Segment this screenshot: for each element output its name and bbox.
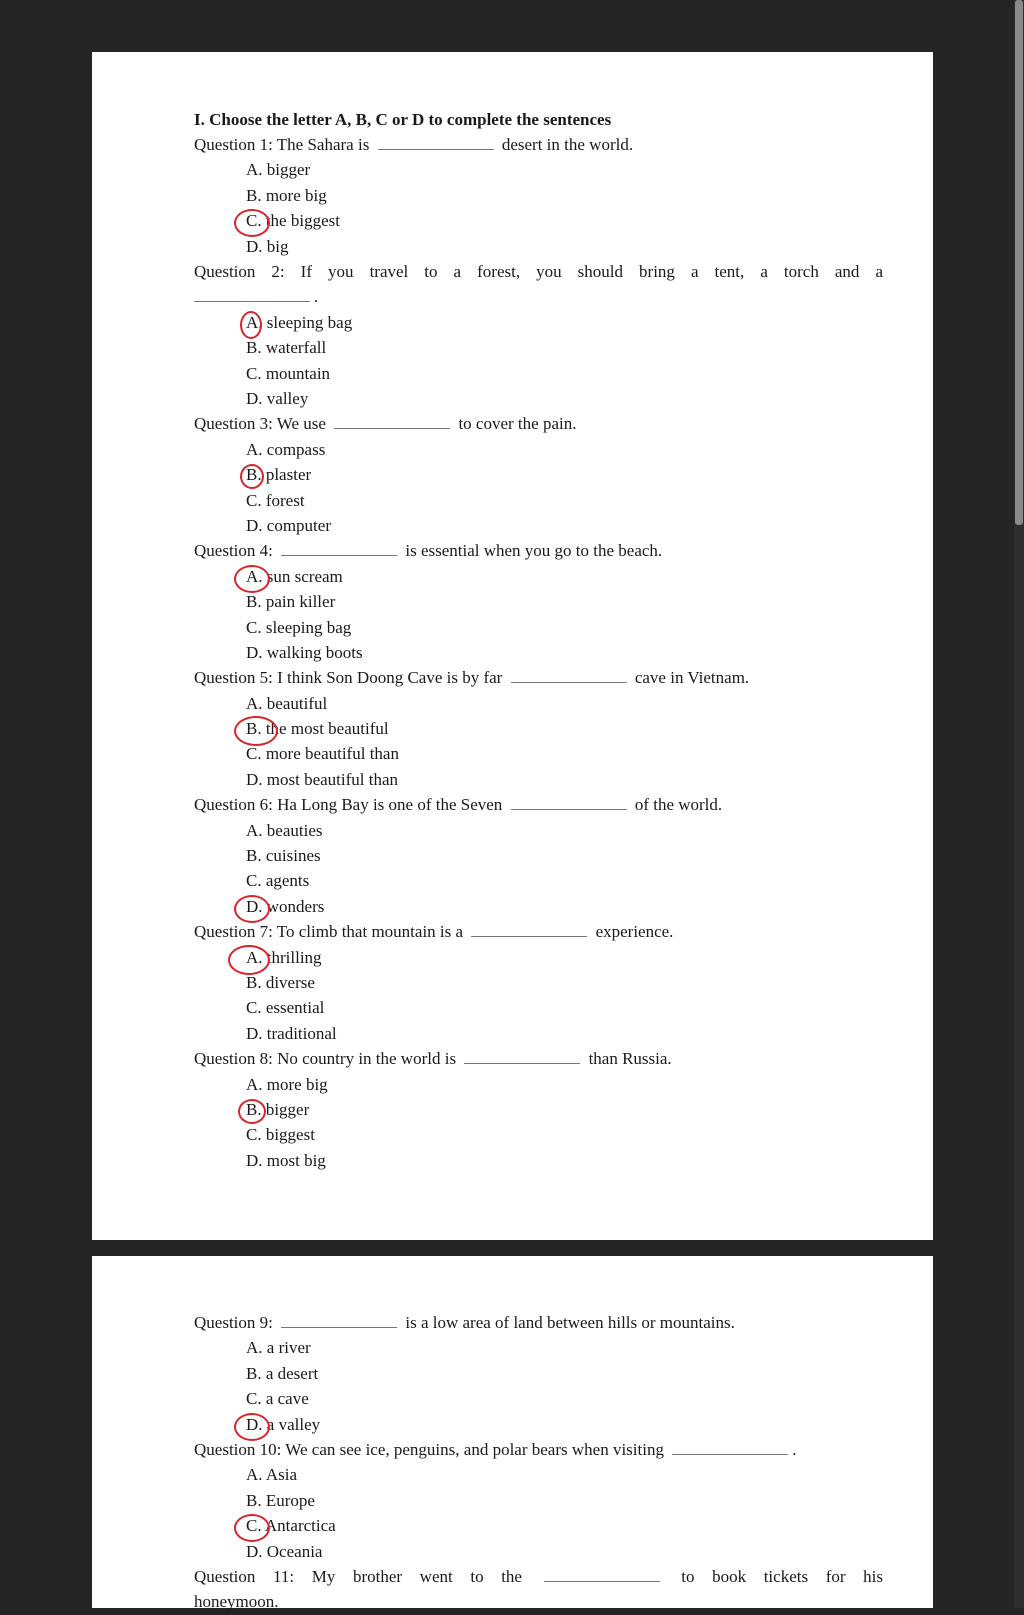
answer-blank	[378, 135, 494, 150]
options-8	[194, 1072, 883, 1174]
section-heading: I. Choose the letter A, B, C or D to complete the sentences	[194, 110, 612, 129]
option-6c: C. agents	[246, 871, 310, 891]
answer-blank	[194, 287, 310, 302]
option-8c: C. biggest	[246, 1125, 315, 1145]
option-1d: D. big	[246, 236, 289, 256]
option-3b: B. plaster	[246, 462, 883, 487]
option-10d: D. Oceania	[246, 1541, 323, 1561]
options-7	[194, 945, 883, 1047]
option-3d: D. computer	[246, 515, 331, 535]
option-2d: D. valley	[246, 388, 309, 408]
option-4d: D. walking boots	[246, 642, 363, 662]
option-6a: A. beauties	[246, 820, 323, 840]
option-4a: A. sun scream	[246, 564, 883, 589]
option-10a: A. Asia	[246, 1465, 297, 1485]
option-7c: C. essential	[246, 998, 325, 1018]
option-1a: A. bigger	[246, 160, 311, 180]
option-10b: B. Europe	[246, 1490, 315, 1510]
answer-blank	[511, 668, 627, 683]
option-9c: C. a cave	[246, 1389, 309, 1409]
option-3a: A. compass	[246, 439, 326, 459]
options-4	[194, 564, 883, 666]
answer-blank	[511, 795, 627, 810]
option-4b: B. pain killer	[246, 592, 336, 612]
option-7a: A. thrilling	[246, 945, 883, 970]
question-3: Question 3: We use to cover the pain.	[194, 414, 577, 434]
document-page-2	[92, 1256, 933, 1612]
question-10: Question 10: We can see ice, penguins, and polar bears when visiting .	[194, 1439, 797, 1459]
answer-blank	[281, 1313, 397, 1328]
scroll-thumb[interactable]	[1015, 0, 1023, 525]
option-1c: C. the biggest	[246, 208, 883, 233]
answer-blank	[672, 1440, 788, 1455]
option-8d: D. most big	[246, 1150, 326, 1170]
page-1-content	[194, 107, 883, 1173]
question-6: Question 6: Ha Long Bay is one of the Seven of the world.	[194, 795, 723, 815]
option-2a: A. sleeping bag	[246, 310, 883, 335]
option-5a: A. beautiful	[246, 693, 328, 713]
option-10c: C. Antarctica	[246, 1513, 883, 1538]
document-page-1	[92, 52, 933, 1240]
option-8b: B. bigger	[246, 1097, 883, 1122]
option-9b: B. a desert	[246, 1363, 319, 1383]
answer-blank	[281, 541, 397, 556]
options-6	[194, 818, 883, 920]
option-2c: C. mountain	[246, 363, 331, 383]
option-1b: B. more big	[246, 185, 327, 205]
option-5d: D. most beautiful than	[246, 769, 399, 789]
question-8: Question 8: No country in the world is than Russia.	[194, 1049, 672, 1069]
question-4: Question 4: is essential when you go to the beach.	[194, 541, 663, 561]
answer-blank	[471, 922, 587, 937]
question-5: Question 5: I think Son Doong Cave is by far cave in Vietnam.	[194, 668, 750, 688]
question-2: Question 2: If you travel to a forest, you should bring a tent, a torch and a	[194, 261, 883, 281]
option-3c: C. forest	[246, 490, 305, 510]
question-11: Question 11: My brother went to the to book tickets for his	[194, 1566, 883, 1586]
scrollbar[interactable]	[1014, 0, 1024, 1608]
question-7: Question 7: To climb that mountain is a experience.	[194, 922, 674, 942]
question-11-continuation: honeymoon.	[194, 1592, 279, 1612]
option-9a: A. a river	[246, 1338, 311, 1358]
answer-blank	[544, 1567, 660, 1582]
options-9	[194, 1335, 883, 1437]
option-5b: B. the most beautiful	[246, 716, 883, 741]
option-5c: C. more beautiful than	[246, 744, 399, 764]
options-1	[194, 157, 883, 259]
options-2	[194, 310, 883, 412]
option-6b: B. cuisines	[246, 846, 321, 866]
answer-blank	[334, 414, 450, 429]
option-7d: D. traditional	[246, 1023, 337, 1043]
question-2-continuation: .	[194, 284, 883, 309]
option-2b: B. waterfall	[246, 338, 327, 358]
options-10	[194, 1462, 883, 1564]
options-5	[194, 691, 883, 793]
page-2-content	[194, 1310, 883, 1615]
option-6d: D. wonders	[246, 894, 883, 919]
option-9d: D. a valley	[246, 1412, 883, 1437]
options-3	[194, 437, 883, 539]
question-1: Question 1: The Sahara is desert in the world.	[194, 135, 634, 154]
option-8a: A. more big	[246, 1074, 328, 1094]
question-9: Question 9: is a low area of land between hills or mountains.	[194, 1313, 735, 1332]
answer-blank	[464, 1049, 580, 1064]
option-4c: C. sleeping bag	[246, 617, 352, 637]
option-7b: B. diverse	[246, 973, 315, 993]
